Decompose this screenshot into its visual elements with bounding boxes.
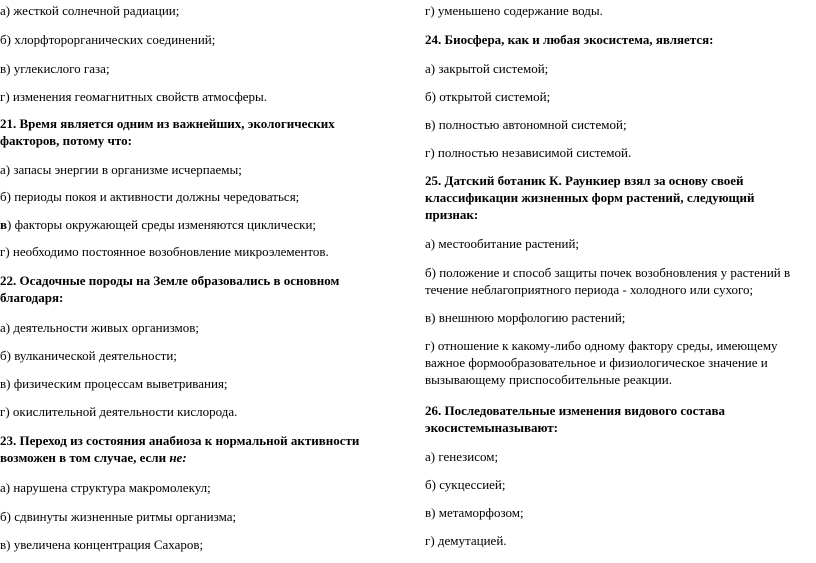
q23-option-a: а) нарушена структура макромолекул; [0,480,211,495]
q21-option-c-letter: в [0,217,8,232]
q24-title: 24. Биосфера, как и любая экосистема, является: [425,32,714,47]
q21-option-c-text: ) факторы окружающей среды изменяются циклически; [7,217,317,232]
q23-option-b: б) сдвинуты жизненные ритмы организма; [0,509,237,524]
q22-title: 22. Осадочные породы на Земле образовались в основном благодаря: [0,273,340,305]
q24-option-d: г) полностью независимой системой. [425,145,632,160]
q26-option-b: б) сукцессией; [425,477,506,492]
q25-option-b: б) положение и способ защиты почек возобновления у растений в течение неблагоприятного периода - холодного или сухого; [425,265,791,297]
q23-option-c: в) увеличена концентрация Сахаров; [0,537,204,552]
q22-option-d: г) окислительной деятельности кислорода. [0,404,238,419]
q24-option-b: б) открытой системой; [425,89,551,104]
q23-title-negation: не: [169,450,187,465]
q24-option-c: в) полностью автономной системой; [425,117,627,132]
q23-option-d: г) уменьшено содержание воды. [425,3,603,18]
q22-option-a: а) деятельности живых организмов; [0,320,200,335]
q20-option-b: б) хлорфторорганических соединений; [0,32,216,47]
q26-option-d: г) демутацией. [425,533,507,548]
q20-option-a: а) жесткой солнечной радиации; [0,3,180,18]
q20-option-d: г) изменения геомагнитных свойств атмосферы. [0,89,268,104]
q21-option-c [0,216,316,233]
q21-option-a: а) запасы энергии в организме исчерпаемы; [0,162,242,177]
q22-option-b: б) вулканической деятельности; [0,348,177,363]
q26-option-a: а) генезисом; [425,449,499,464]
q21-option-d: г) необходимо постоянное возобновление микроэлементов. [0,244,329,259]
q25-title: 25. Датский ботаник К. Раункиер взял за основу своей классификации жизненных форм растений, следующий признак: [425,173,755,222]
q21-option-b: б) периоды покоя и активности должны чередоваться; [0,189,300,204]
q25-option-c: в) внешнюю морфологию растений; [425,310,626,325]
q20-option-c: в) углекислого газа; [0,61,110,76]
q25-option-a: а) местообитание растений; [425,236,580,251]
q24-option-a: а) закрытой системой; [425,61,549,76]
q23-title [0,432,380,466]
q21-title: 21. Время является одним из важнейших, экологических факторов, потому что: [0,116,335,148]
q23-title-main: 23. Переход из состояния анабиоза к нормальной активности возможен в том случае, если [0,433,360,465]
q25-option-d: г) отношение к какому-либо одному фактору среды, имеющему важное формообразовательное и физиологическое значение и вызывающему приспособительные реакции. [425,338,778,387]
q26-option-c: в) метаморфозом; [425,505,524,520]
q22-option-c: в) физическим процессам выветривания; [0,376,228,391]
q26-title: 26. Последовательные изменения видового состава экосистемыназывают: [425,403,726,435]
